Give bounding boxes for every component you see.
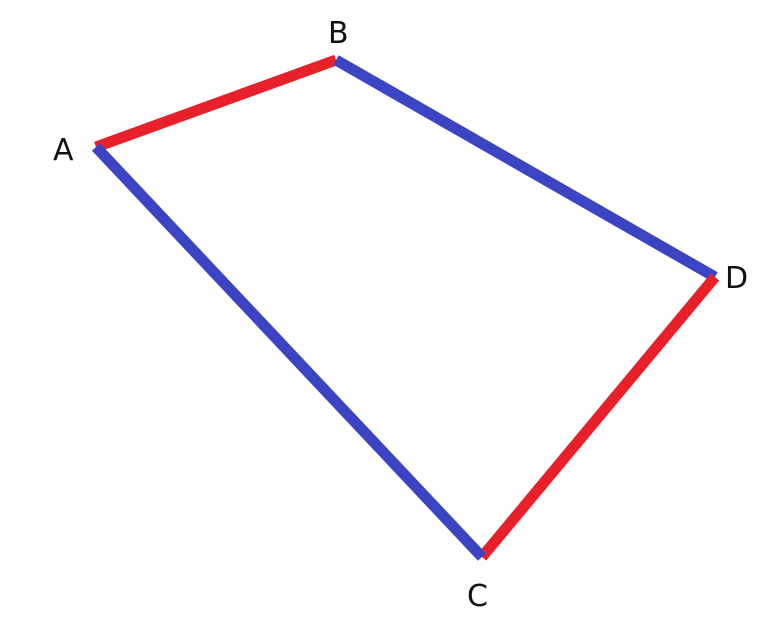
vertex-label-d: D xyxy=(725,261,749,296)
edge-a-b xyxy=(96,60,336,147)
vertex-label-b: B xyxy=(328,16,349,51)
edge-c-a xyxy=(96,147,482,557)
edge-d-c xyxy=(482,277,715,557)
vertex-label-c: C xyxy=(467,579,488,614)
edge-b-d xyxy=(336,60,715,277)
vertex-label-a: A xyxy=(53,133,74,168)
